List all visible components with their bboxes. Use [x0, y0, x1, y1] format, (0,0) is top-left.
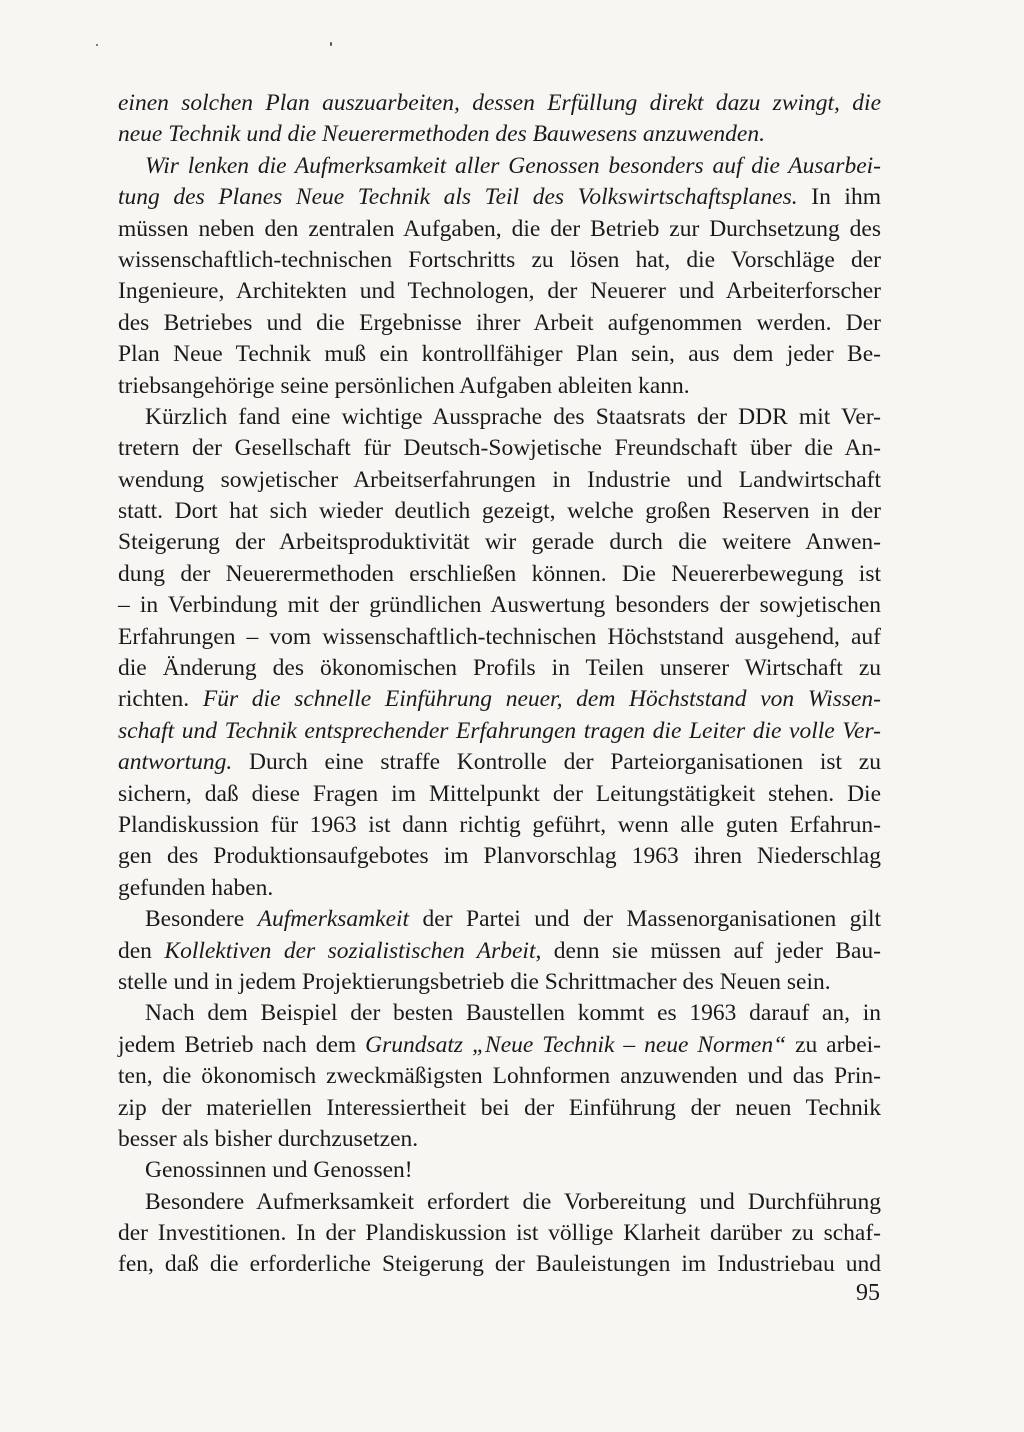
text-line: [118, 590, 881, 621]
text-line: [118, 245, 881, 276]
text-run: Steigerung der Arbeitsproduktivität wir gerade durch die weitere Anwen-: [118, 529, 881, 556]
text-run: Genossinnen und Genossen!: [145, 1157, 413, 1184]
text-run: Durch eine straffe Kontrolle der Parteiorganisationen ist zu: [232, 749, 881, 776]
text-run: Ingenieure, Architekten und Technologen, der Neuerer und Arbeiterforscher: [118, 278, 881, 305]
text-line: [118, 151, 881, 182]
emphasized-text: neue Technik und die Neuerermethoden des Bauwesens anzuwenden.: [118, 121, 765, 148]
text-run: gen des Produktionsaufgebotes im Planvorschlag 1963 ihren Niederschlag: [118, 843, 881, 870]
text-line: [118, 904, 881, 935]
text-line: [118, 1093, 881, 1124]
text-run: Nach dem Beispiel der besten Baustellen kommt es 1963 darauf an, in: [145, 1000, 881, 1027]
text-line: [118, 684, 881, 715]
text-line: [118, 1030, 881, 1061]
text-run: Besondere: [145, 906, 258, 933]
text-line: [118, 308, 881, 339]
paragraph: [118, 1155, 881, 1186]
text-run: des Betriebes und die Ergebnisse ihrer Arbeit aufgenommen werden. Der: [118, 309, 881, 336]
paragraph: [118, 998, 881, 1155]
text-line: [118, 465, 881, 496]
text-run: wissenschaftlich-technischen Fortschritts zu lösen hat, die Vorschläge der: [118, 246, 881, 273]
text-run: Plandiskussion für 1963 ist dann richtig geführt, wenn alle guten Erfahrun-: [118, 811, 881, 838]
text-run: Plan Neue Technik muß ein kontrollfähiger Plan sein, aus dem jeder Be-: [118, 341, 881, 368]
text-line: [118, 1061, 881, 1092]
text-run: Kürzlich fand eine wichtige Aussprache des Staatsrats der DDR mit Ver-: [145, 403, 881, 430]
emphasized-text: Kollektiven der sozialistischen Arbeit: [164, 937, 536, 964]
text-run: – in Verbindung mit der gründlichen Auswertung besonders der sowjetischen: [118, 592, 881, 619]
text-run: ten, die ökonomisch zweckmäßigsten Lohnformen anzuwenden und das Prin-: [118, 1063, 881, 1090]
text-line: [118, 873, 881, 904]
text-line: [118, 276, 881, 307]
text-line: [118, 182, 881, 213]
text-line: [118, 496, 881, 527]
text-run: zu arbei-: [786, 1031, 881, 1058]
text-line: [118, 371, 881, 402]
text-line: [118, 119, 881, 150]
paragraph: [118, 151, 881, 402]
text-line: [118, 653, 881, 684]
scan-speck: [96, 44, 98, 46]
text-run: der Partei und der Massenorganisationen gilt: [409, 906, 881, 933]
text-run: der Investitionen. In der Plandiskussion ist völlige Klarheit darüber zu schaf-: [118, 1220, 881, 1247]
emphasized-text: einen solchen Plan auszuarbeiten, dessen Erfüllung direkt dazu zwingt, die: [118, 90, 881, 116]
text-run: Erfahrungen – vom wissenschaftlich-technischen Höchststand ausgehend, auf: [118, 623, 881, 650]
text-run: stelle und in jedem Projektierungsbetrieb die Schrittmacher des Neuen sein.: [118, 968, 831, 995]
text-run: besser als bisher durchzusetzen.: [118, 1125, 419, 1152]
paragraph: [118, 1187, 881, 1281]
text-line: [118, 998, 881, 1029]
text-line: [118, 402, 881, 433]
text-run: In ihm: [797, 184, 881, 211]
text-run: fen, daß die erforderliche Steigerung der Bauleistungen im Industriebau und: [118, 1251, 881, 1278]
paragraph: [118, 402, 881, 904]
text-line: [118, 936, 881, 967]
text-line: [118, 747, 881, 778]
text-run: gefunden haben.: [118, 874, 274, 901]
text-run: tretern der Gesellschaft für Deutsch-Sowjetische Freundschaft über die An-: [118, 435, 881, 462]
text-line: [118, 1187, 881, 1218]
text-line: [118, 527, 881, 558]
emphasized-text: Aufmerksamkeit: [257, 906, 410, 933]
text-line: [118, 1218, 881, 1249]
text-run: sichern, daß diese Fragen im Mittelpunkt der Leitungstätigkeit stehen. Die: [118, 780, 881, 807]
text-line: [118, 967, 881, 998]
text-run: richten.: [118, 686, 203, 713]
text-run: , denn sie müssen auf jeder Bau-: [535, 937, 881, 964]
text-line: [118, 1124, 881, 1155]
text-run: den: [118, 937, 165, 964]
paragraph: [118, 88, 881, 151]
text-line: [118, 622, 881, 653]
text-run: triebsangehörige seine persönlichen Aufgaben ableiten kann.: [118, 372, 690, 399]
emphasized-text: tung des Planes Neue Technik als Teil des Volkswirtschaftsplanes.: [118, 184, 798, 211]
text-run: müssen neben den zentralen Aufgaben, die der Betrieb zur Durchsetzung des: [118, 215, 881, 242]
text-line: [118, 810, 881, 841]
text-run: Besondere Aufmerksamkeit erfordert die Vorbereitung und Durchführung: [145, 1188, 881, 1215]
book-page-text: [118, 88, 881, 1281]
text-line: [118, 559, 881, 590]
emphasized-text: Für die schnelle Einführung neuer, dem Höchststand von Wissen-: [202, 686, 881, 713]
emphasized-text: Grundsatz „Neue Technik – neue Normen“: [365, 1031, 787, 1058]
text-line: [118, 88, 881, 119]
text-line: [118, 214, 881, 245]
emphasized-text: schaft und Technik entsprechender Erfahrungen tragen die Leiter die volle Ver-: [118, 717, 881, 744]
text-line: [118, 1249, 881, 1280]
paragraph: [118, 904, 881, 998]
text-run: wendung sowjetischer Arbeitserfahrungen in Industrie und Landwirtschaft: [118, 466, 881, 493]
text-run: zip der materiellen Interessiertheit bei der Einführung der neuen Technik: [118, 1094, 881, 1121]
text-run: dung der Neuerermethoden erschließen können. Die Neuererbewegung ist: [118, 560, 881, 587]
text-run: jedem Betrieb nach dem: [118, 1031, 366, 1058]
text-line: [118, 779, 881, 810]
text-run: die Änderung des ökonomischen Profils in Teilen unserer Wirtschaft zu: [118, 655, 881, 682]
emphasized-text: antwortung.: [118, 749, 233, 776]
page-number: 95: [856, 1280, 880, 1306]
text-line: [118, 433, 881, 464]
text-line: [118, 339, 881, 370]
text-line: [118, 716, 881, 747]
emphasized-text: Wir lenken die Aufmerksamkeit aller Genossen besonders auf die Ausarbei-: [145, 152, 881, 179]
text-run: statt. Dort hat sich wieder deutlich gezeigt, welche großen Reserven in der: [118, 498, 881, 525]
text-line: [118, 841, 881, 872]
scan-speck: [330, 42, 332, 46]
text-line: [118, 1155, 881, 1186]
